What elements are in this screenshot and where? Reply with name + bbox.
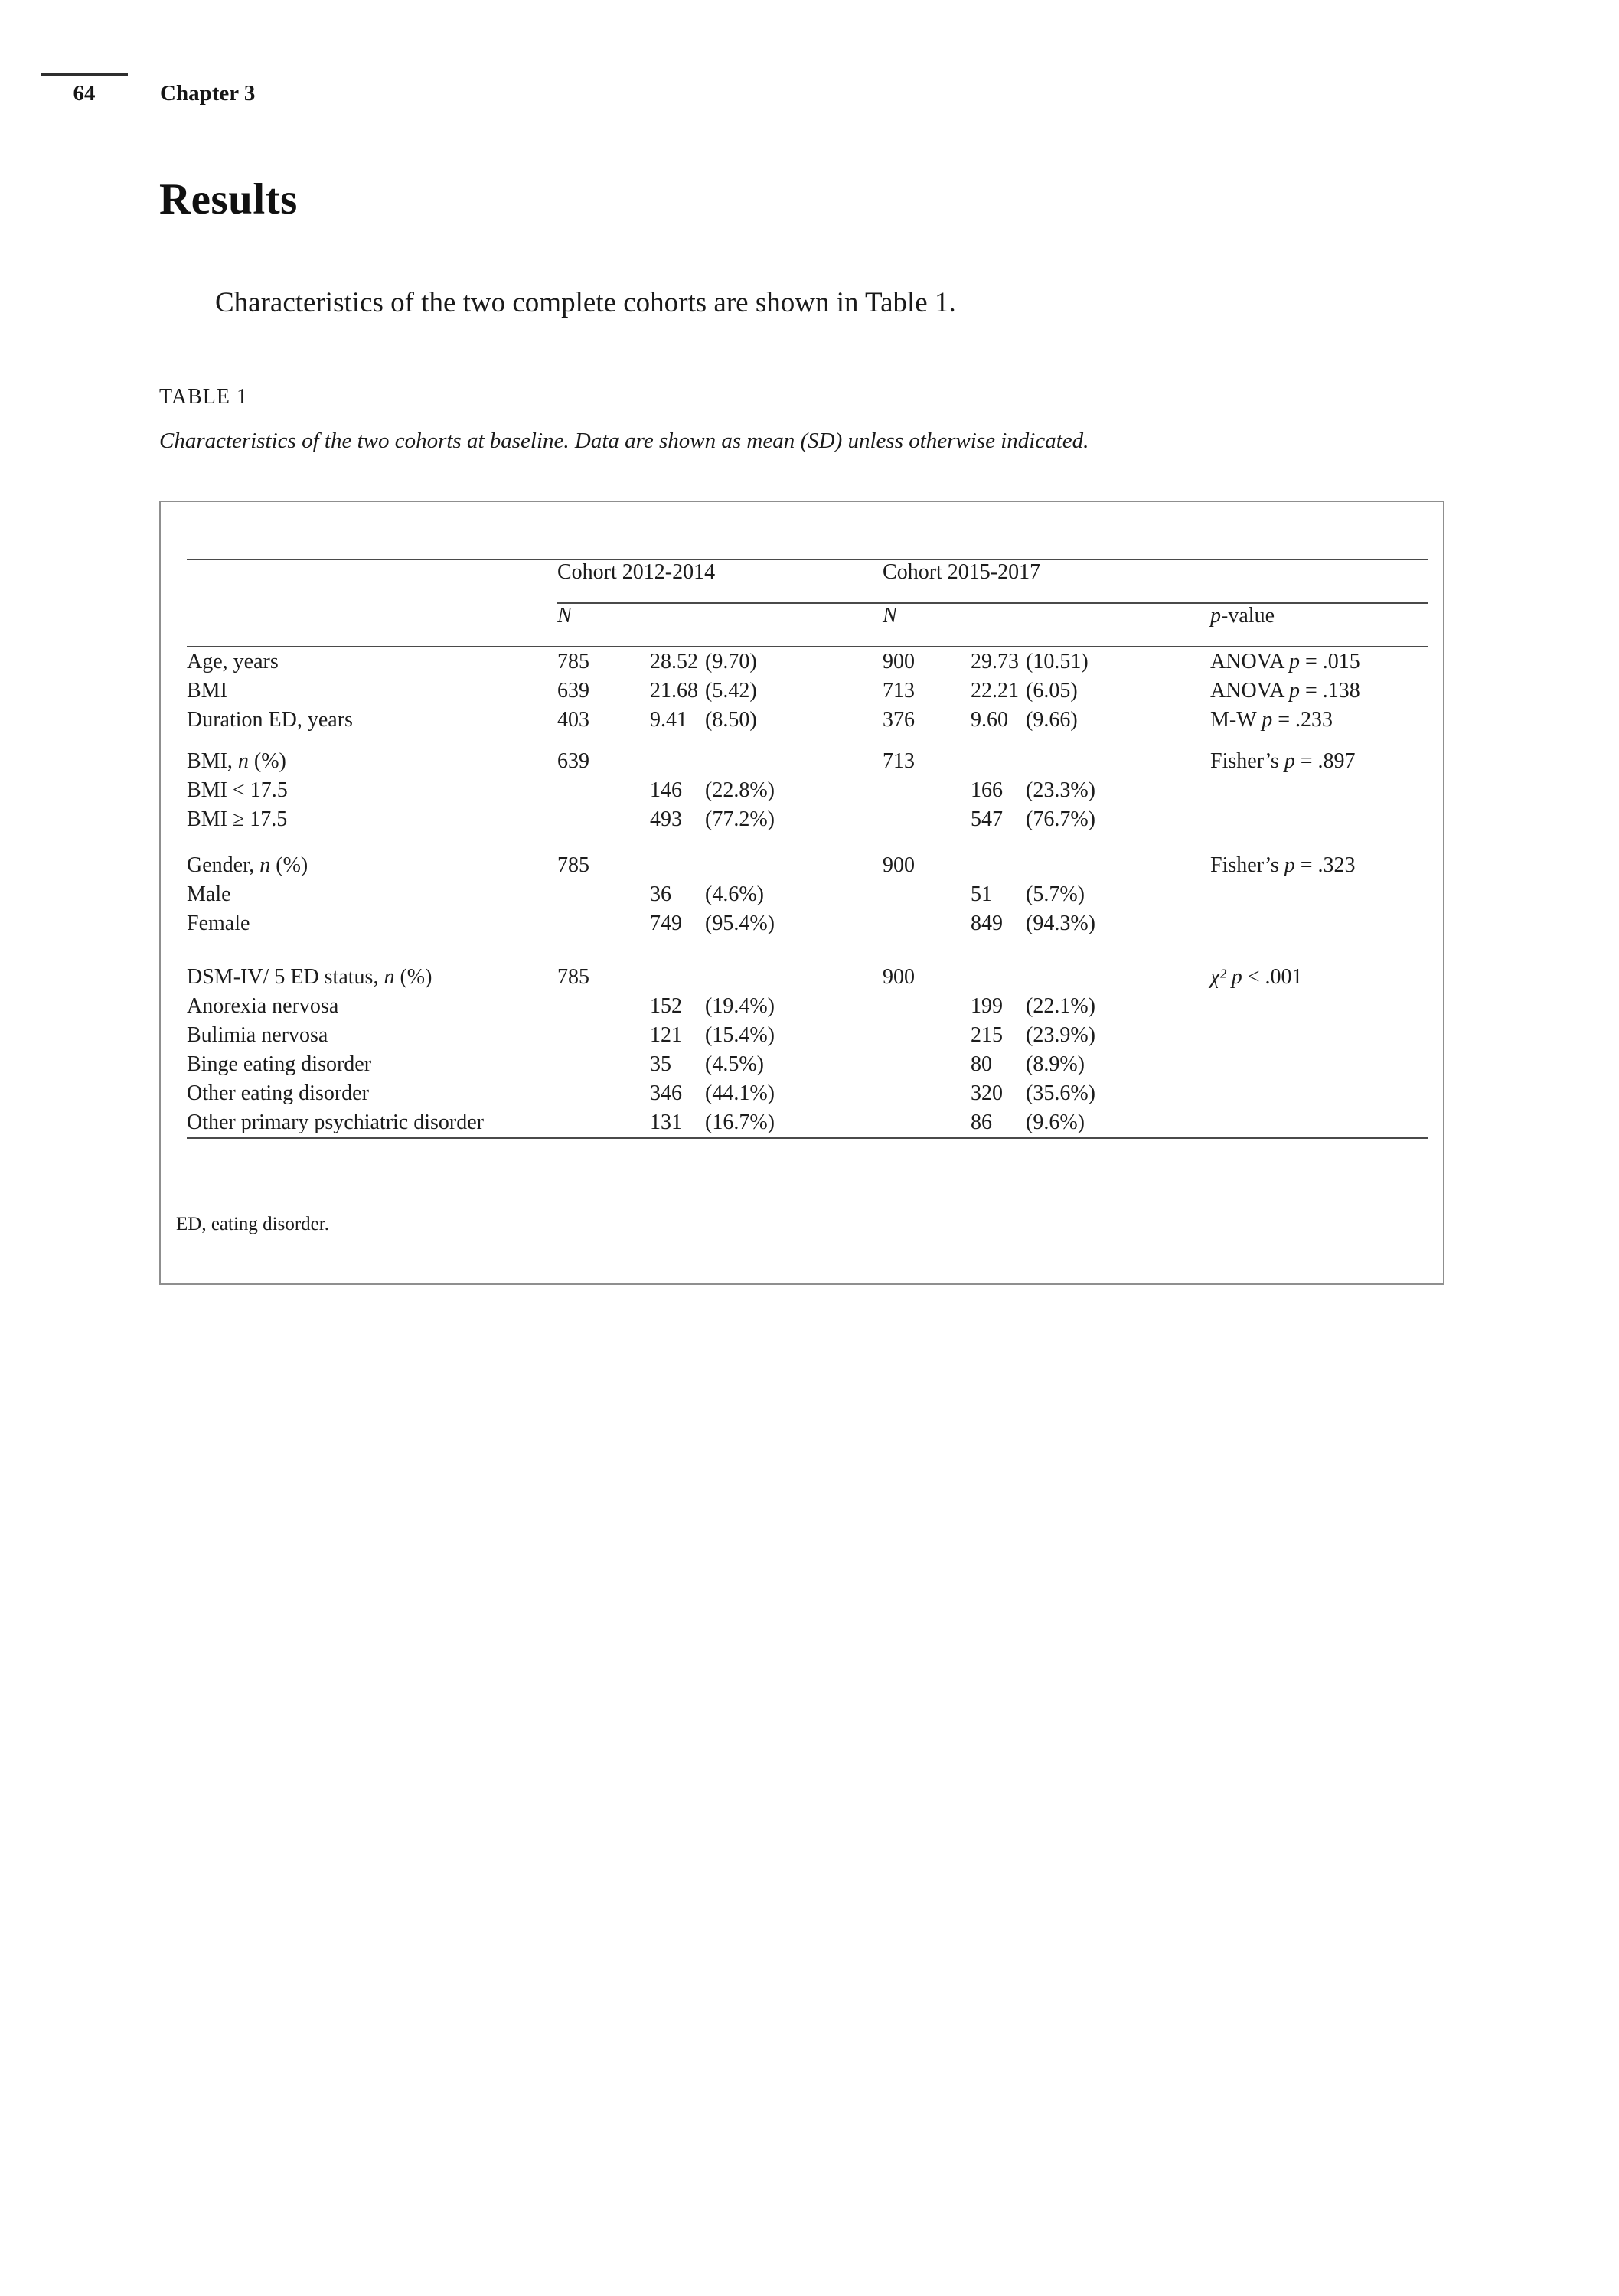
row-label: Gender, n (%) bbox=[187, 853, 308, 877]
table-header-n bbox=[187, 603, 1428, 647]
table-caption: Characteristics of the two cohorts at baseline. Data are shown as mean (SD) unless otherwise indicated. bbox=[159, 429, 1089, 453]
n-value: 900 bbox=[883, 853, 916, 877]
cohort2-value: 166 (23.3%) bbox=[971, 778, 1095, 802]
spacer-row bbox=[187, 938, 1428, 963]
row-label: Age, years bbox=[187, 650, 279, 673]
empty-header-cell bbox=[650, 603, 883, 647]
table-header-cohorts bbox=[187, 559, 1428, 603]
n-value: 785 bbox=[557, 853, 589, 877]
chapter-title: Chapter 3 bbox=[160, 81, 256, 106]
table-container bbox=[159, 501, 1444, 1285]
cohort2-header: Cohort 2015-2017 bbox=[883, 559, 1210, 603]
n-value: 376 bbox=[883, 708, 916, 732]
p-value-cell: Fisher’s p = .897 bbox=[1210, 749, 1356, 773]
empty-header-cell bbox=[187, 559, 557, 603]
spacer-row bbox=[187, 834, 1428, 851]
n-symbol: N bbox=[557, 604, 572, 628]
cohort1-value: 749 (95.4%) bbox=[650, 912, 775, 935]
row-label: DSM-IV/ 5 ED status, n (%) bbox=[187, 965, 432, 989]
table-footnote: ED, eating disorder. bbox=[176, 1214, 329, 1234]
n-value: 713 bbox=[883, 749, 916, 773]
page-number: 64 bbox=[73, 81, 96, 106]
cohort1-value: 9.41 (8.50) bbox=[650, 708, 757, 732]
table-row bbox=[187, 677, 1428, 706]
p-value-cell: χ² p < .001 bbox=[1210, 965, 1303, 989]
body-paragraph: Characteristics of the two complete cohorts are shown in Table 1. bbox=[215, 287, 956, 318]
table-row bbox=[187, 992, 1428, 1021]
cohort2-value: 22.21 (6.05) bbox=[971, 679, 1078, 703]
spacer-row bbox=[187, 735, 1428, 747]
cohort2-value: 547 (76.7%) bbox=[971, 807, 1095, 831]
p-value-cell: Fisher’s p = .323 bbox=[1210, 853, 1356, 877]
cohort1-value: 493 (77.2%) bbox=[650, 807, 775, 831]
cohort2-value: 9.60 (9.66) bbox=[971, 708, 1078, 732]
cohort1-value: 346 (44.1%) bbox=[650, 1081, 775, 1105]
n-value: 639 bbox=[557, 749, 589, 773]
n-value: 900 bbox=[883, 965, 916, 989]
row-label: Female bbox=[187, 912, 250, 935]
cohort1-value: 146 (22.8%) bbox=[650, 778, 775, 802]
table-row bbox=[187, 1079, 1428, 1108]
table-row bbox=[187, 909, 1428, 938]
row-label: BMI < 17.5 bbox=[187, 778, 288, 802]
p-value-header: p-value bbox=[1210, 603, 1428, 647]
table-row bbox=[187, 1050, 1428, 1079]
table-row bbox=[187, 1021, 1428, 1050]
n-value: 639 bbox=[557, 679, 589, 703]
table-row bbox=[187, 1108, 1428, 1138]
n-value: 900 bbox=[883, 650, 916, 673]
table-row bbox=[187, 747, 1428, 776]
p-value-cell: M-W p = .233 bbox=[1210, 708, 1333, 732]
n-symbol: N bbox=[883, 604, 897, 628]
cohort1-value: 36 (4.6%) bbox=[650, 882, 764, 906]
cohort2-value: 320 (35.6%) bbox=[971, 1081, 1095, 1105]
p-value-cell: ANOVA p = .015 bbox=[1210, 650, 1360, 673]
table-row bbox=[187, 647, 1428, 677]
cohort1-value: 21.68 (5.42) bbox=[650, 679, 757, 703]
cohort2-value: 51 (5.7%) bbox=[971, 882, 1085, 906]
row-label: Male bbox=[187, 882, 231, 906]
row-label: Bulimia nervosa bbox=[187, 1023, 328, 1047]
cohort2-value: 215 (23.9%) bbox=[971, 1023, 1095, 1047]
row-label: BMI bbox=[187, 679, 227, 703]
row-label: Binge eating disorder bbox=[187, 1052, 372, 1076]
n-value: 785 bbox=[557, 650, 589, 673]
empty-header-cell bbox=[187, 603, 557, 647]
n-value: 785 bbox=[557, 965, 589, 989]
table-row bbox=[187, 706, 1428, 735]
page-number-block bbox=[41, 73, 128, 106]
cohort1-value: 131 (16.7%) bbox=[650, 1108, 883, 1138]
baseline-table bbox=[187, 559, 1428, 1139]
n-col-header bbox=[557, 603, 650, 647]
cohort2-value: 80 (8.9%) bbox=[971, 1052, 1085, 1076]
cohort2-value: 29.73 (10.51) bbox=[971, 650, 1089, 673]
table-row bbox=[187, 963, 1428, 992]
cohort2-value: 86 (9.6%) bbox=[971, 1108, 1210, 1138]
row-label: Duration ED, years bbox=[187, 708, 353, 732]
page-number-rule bbox=[41, 73, 128, 76]
p-value-cell: ANOVA p = .138 bbox=[1210, 679, 1360, 703]
n-value: 403 bbox=[557, 708, 589, 732]
cohort2-value: 849 (94.3%) bbox=[971, 912, 1095, 935]
row-label: Other primary psychiatric disorder bbox=[187, 1108, 557, 1138]
row-label: BMI, n (%) bbox=[187, 749, 286, 773]
table-label: TABLE 1 bbox=[159, 385, 248, 409]
row-label: BMI ≥ 17.5 bbox=[187, 807, 288, 831]
cohort1-value: 152 (19.4%) bbox=[650, 994, 775, 1018]
n-value: 713 bbox=[883, 679, 916, 703]
cohort1-value bbox=[650, 747, 883, 776]
empty-header-cell bbox=[1210, 559, 1428, 603]
table-row bbox=[187, 880, 1428, 909]
cohort1-value: 28.52 (9.70) bbox=[650, 650, 757, 673]
cohort1-header: Cohort 2012-2014 bbox=[557, 559, 883, 603]
table-row bbox=[187, 776, 1428, 805]
cohort2-value: 199 (22.1%) bbox=[971, 994, 1095, 1018]
section-heading: Results bbox=[159, 175, 298, 223]
table-row bbox=[187, 805, 1428, 834]
row-label: Other eating disorder bbox=[187, 1081, 369, 1105]
cohort1-value: 35 (4.5%) bbox=[650, 1052, 764, 1076]
n-col-header bbox=[883, 603, 971, 647]
table-row bbox=[187, 851, 1428, 880]
empty-header-cell bbox=[971, 603, 1210, 647]
cohort2-value bbox=[971, 747, 1210, 776]
cohort1-value: 121 (15.4%) bbox=[650, 1023, 775, 1047]
row-label: Anorexia nervosa bbox=[187, 994, 339, 1018]
